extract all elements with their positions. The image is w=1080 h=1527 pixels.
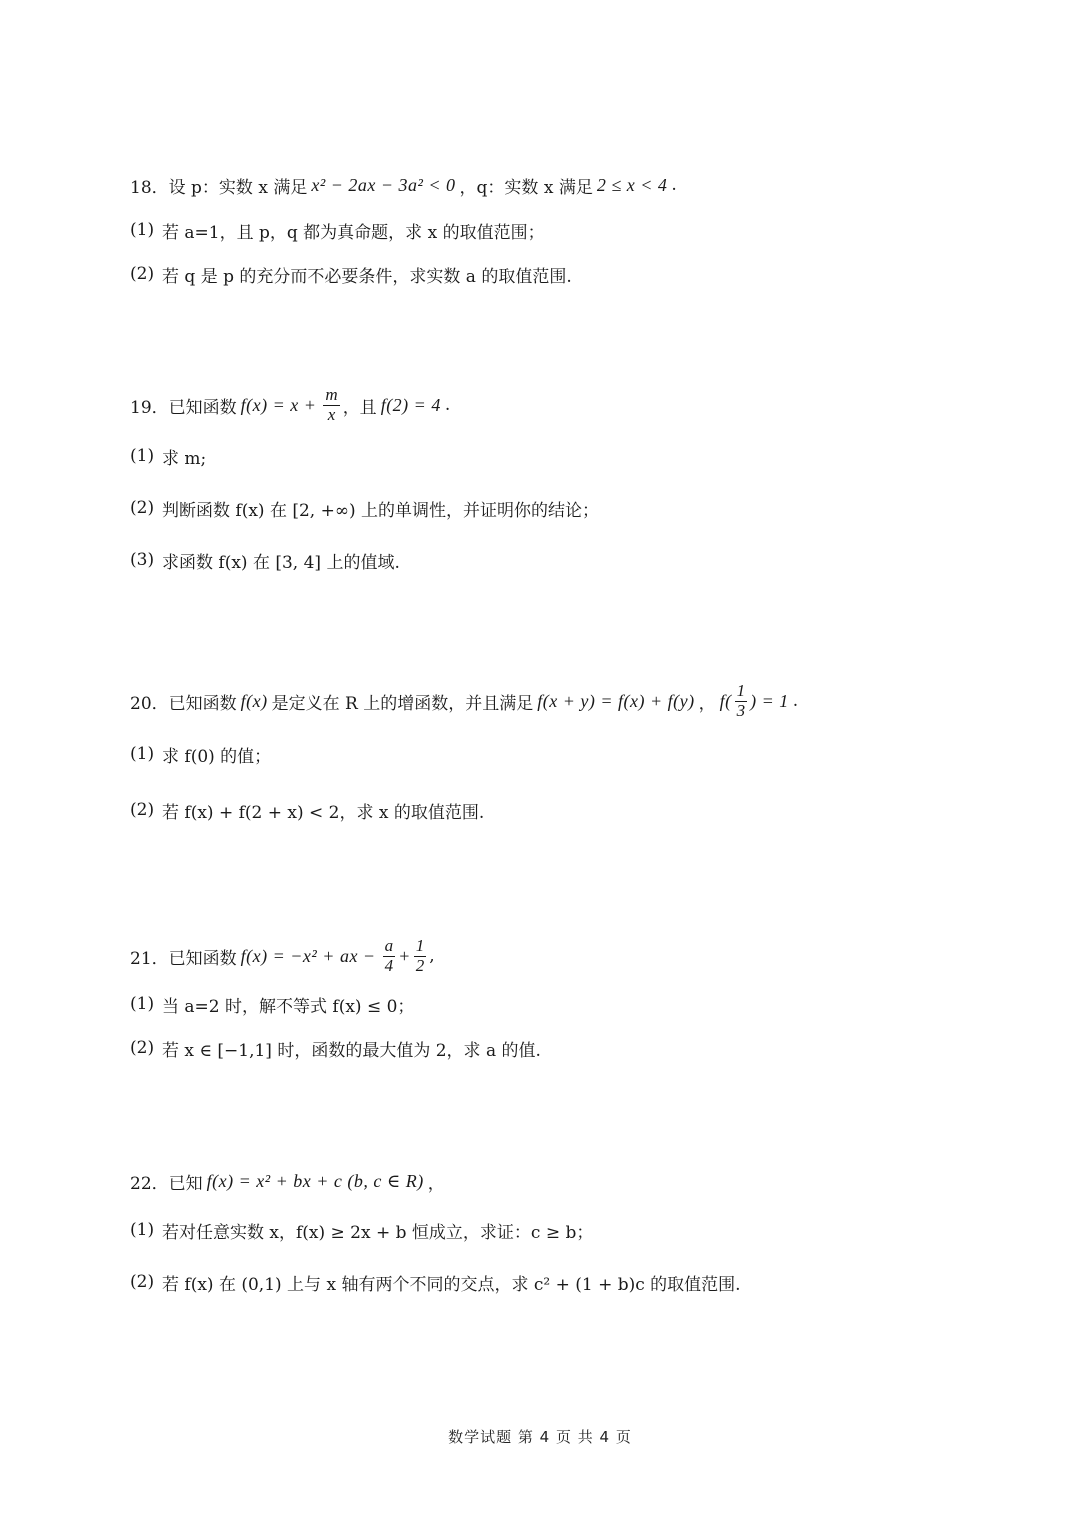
sub-text: 若 f(x) 在 (0,1) 上与 x 轴有两个不同的交点，求 c² + (1 + b)c 的取值范围.: [162, 1274, 741, 1295]
page-footer: 数学试题 第 4 页 共 4 页: [448, 1428, 632, 1446]
problem-number: 22．: [130, 1173, 169, 1194]
sub-question: [130, 252, 677, 296]
stem-text: 已知: [168, 1173, 203, 1194]
function-call: f(: [719, 690, 732, 711]
stem-text: 是定义在 R 上的增函数，并且满足: [271, 693, 534, 714]
sub-label: (2): [130, 264, 155, 284]
problem-stem: [130, 930, 541, 982]
sub-text: 若 a=1，且 p，q 都为真命题，求 x 的取值范围；: [162, 222, 545, 243]
problem-number: 20．: [130, 693, 169, 714]
sub-question: [130, 726, 798, 782]
plus-sign: +: [398, 945, 411, 966]
problem-stem: [130, 162, 677, 208]
sub-label: (2): [130, 800, 155, 820]
fraction-denominator: 3: [736, 700, 746, 720]
problem-number: 18．: [130, 177, 169, 198]
sub-label: (1): [130, 446, 155, 466]
sub-question: [130, 1204, 741, 1256]
fraction: [383, 937, 396, 975]
condition: f(2) = 4: [380, 394, 441, 415]
fraction-denominator: x: [327, 404, 336, 424]
sub-question: [130, 782, 798, 838]
stem-text: ，且: [342, 397, 377, 418]
stem-end: .: [444, 395, 451, 415]
stem-text: 已知函数: [168, 693, 237, 714]
sub-question: [130, 982, 541, 1026]
inequality-q: 2 ≤ x < 4: [596, 174, 668, 195]
stem-end: .: [792, 691, 799, 711]
sub-label: (1): [130, 744, 155, 764]
functional-equation: f(x + y) = f(x) + f(y): [537, 690, 695, 711]
problem-stem: [130, 380, 599, 430]
sub-label: (2): [130, 1038, 155, 1058]
stem-text: ，: [698, 693, 716, 714]
stem-text: 设 p：实数 x 满足: [168, 177, 308, 198]
fraction: [323, 386, 339, 424]
sub-label: (2): [130, 498, 155, 518]
function-definition: f(x) = −x² + ax −: [240, 945, 376, 966]
inequality-p: x² − 2ax − 3a² < 0: [311, 174, 456, 195]
problem-20: [130, 676, 798, 838]
sub-text: 判断函数 f(x) 在 [2, +∞) 上的单调性，并证明你的结论；: [162, 500, 600, 521]
sub-label: (3): [130, 550, 155, 570]
sub-text: 若 q 是 p 的充分而不必要条件，求实数 a 的取值范围.: [162, 266, 572, 287]
stem-end: .: [671, 175, 677, 195]
fraction-numerator: a: [384, 935, 394, 955]
stem-end: ,: [429, 946, 435, 966]
fraction-numerator: 1: [736, 680, 746, 700]
problem-18: [130, 162, 677, 296]
function-name: f(x): [240, 690, 268, 711]
fraction: [414, 937, 427, 975]
function-definition: f(x) = x² + bx + c (b, c ∈ R): [206, 1170, 424, 1191]
problem-19: [130, 380, 599, 586]
sub-label: (1): [130, 1220, 155, 1240]
stem-text: ，q：实数 x 满足: [459, 177, 593, 198]
problem-stem: [130, 1158, 741, 1204]
fraction-numerator: 1: [415, 935, 425, 955]
sub-question: [130, 1256, 741, 1308]
sub-question: [130, 208, 677, 252]
stem-text: 已知函数: [168, 948, 237, 969]
sub-text: 若 f(x) + f(2 + x) < 2，求 x 的取值范围.: [162, 802, 485, 823]
sub-label: (1): [130, 220, 155, 240]
problem-stem: [130, 676, 798, 726]
sub-text: 若对任意实数 x，f(x) ≥ 2x + b 恒成立，求证：c ≥ b；: [162, 1222, 594, 1243]
sub-question: [130, 430, 599, 482]
sub-text: 求 m;: [162, 448, 207, 469]
problem-21: [130, 930, 541, 1070]
sub-text: 若 x ∈ [−1,1] 时，函数的最大值为 2，求 a 的值.: [162, 1040, 541, 1061]
function-definition: f(x) = x +: [240, 394, 317, 415]
stem-end: ，: [427, 1173, 445, 1194]
problem-number: 21．: [130, 948, 169, 969]
problem-number: 19．: [130, 397, 169, 418]
sub-label: (1): [130, 994, 155, 1014]
problem-22: [130, 1158, 741, 1308]
fraction: [735, 682, 748, 720]
fraction-denominator: 2: [415, 955, 425, 975]
sub-question: [130, 534, 599, 586]
sub-label: (2): [130, 1272, 155, 1292]
stem-text: 已知函数: [168, 397, 237, 418]
sub-question: [130, 1026, 541, 1070]
sub-question: [130, 482, 599, 534]
sub-text: 求 f(0) 的值；: [162, 746, 272, 767]
function-value: ) = 1: [750, 690, 789, 711]
sub-text: 求函数 f(x) 在 [3, 4] 上的值域.: [162, 552, 400, 573]
fraction-denominator: 4: [384, 955, 394, 975]
fraction-numerator: m: [325, 384, 338, 404]
sub-text: 当 a=2 时，解不等式 f(x) ≤ 0；: [162, 996, 415, 1017]
